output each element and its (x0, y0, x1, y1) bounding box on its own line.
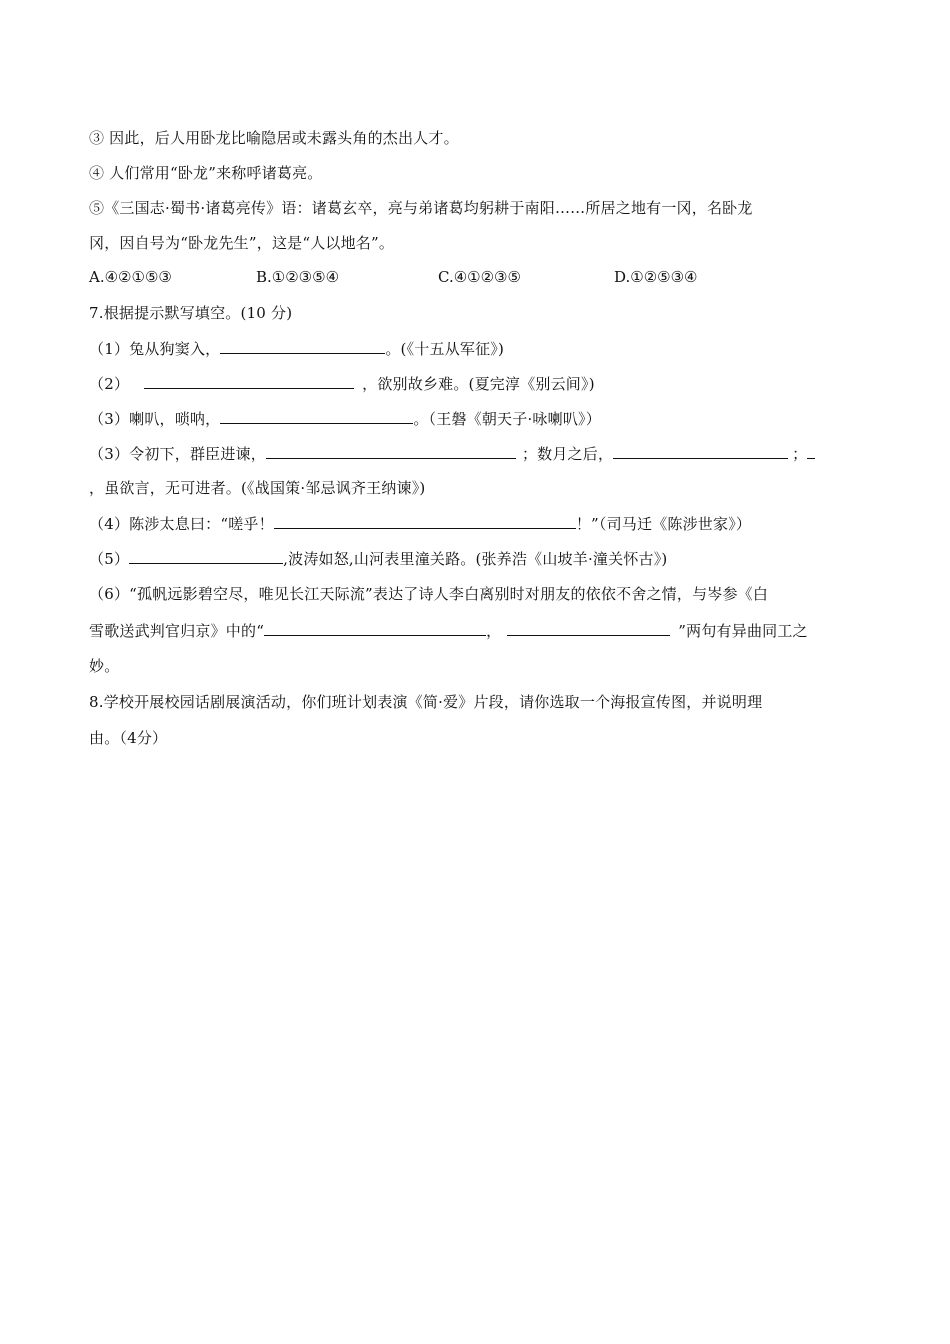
blank-field[interactable] (264, 620, 486, 636)
q7-item-5 (89, 513, 861, 534)
answer-options (89, 268, 861, 290)
q7-item-1-prefix: （1）兔从狗窦入， (89, 340, 221, 358)
q7-item-1 (89, 338, 861, 359)
q7-item-4-continued: ，虽欲言，无可进者。(《战国策·邹忌讽齐王纳谏》) (89, 479, 426, 497)
blank-field[interactable] (507, 620, 670, 636)
sentence-5-line-2: 冈，因自号为“卧龙先生”，这是“人以地名”。 (89, 234, 395, 252)
q7-item-5-prefix: （4）陈涉太息曰：“嗟乎！ (89, 515, 274, 533)
option-b: B.①②③⑤④ (256, 268, 340, 286)
q7-item-5-suffix: ！”（司马迁《陈涉世家》） (575, 515, 752, 533)
q7-item-2-prefix: （2） (89, 375, 130, 393)
option-c: C.④①②③⑤ (438, 268, 521, 286)
q7-item-4-prefix: （3）令初下，群臣进谏， (89, 445, 266, 463)
blank-field[interactable] (807, 443, 815, 459)
sentence-4: ④ 人们常用“卧龙”来称呼诸葛亮。 (89, 164, 323, 182)
blank-field[interactable] (220, 408, 413, 424)
q7-item-6-prefix: （5） (89, 550, 130, 568)
q7-item-7-line-2 (89, 620, 861, 641)
sentence-5-line-1: ⑤《三国志·蜀书·诸葛亮传》语：诸葛玄卒，亮与弟诸葛均躬耕于南阳……所居之地有一冈，名卧龙 (89, 199, 753, 217)
q7-item-3-prefix: （3）喇叭，唢呐， (89, 410, 221, 428)
blank-field[interactable] (129, 548, 283, 564)
q7-item-4 (89, 443, 861, 464)
q7-item-2-suffix: ，欲别故乡难。(夏完淳《别云间》) (362, 375, 595, 393)
q7-item-7-prefix: 雪歌送武判官归京》中的“ (89, 622, 265, 640)
q7-item-3-suffix: 。（王磐《朝天子·咏喇叭》） (413, 410, 601, 428)
question-7-title: 7.根据提示默写填空。(10 分) (89, 304, 293, 322)
q7-item-3 (89, 408, 861, 429)
question-8-line-2: 由。（4分） (89, 729, 168, 747)
q7-item-4-middle: ；数月之后， (521, 445, 614, 463)
blank-field[interactable] (144, 373, 354, 389)
option-d: D.①②⑤③④ (614, 268, 698, 286)
q7-item-6 (89, 548, 861, 569)
sentence-3: ③ 因此，后人用卧龙比喻隐居或未露头角的杰出人才。 (89, 129, 459, 147)
blank-field[interactable] (220, 338, 385, 354)
q7-item-7-line-1: （6）“孤帆远影碧空尽，唯见长江天际流”表达了诗人李白离别时对朋友的依依不舍之情，与岑参《白 (89, 585, 769, 603)
q7-item-7-middle: ， (486, 622, 502, 640)
q7-item-7-line-3: 妙。 (89, 657, 120, 675)
q7-item-1-suffix: 。(《十五从军征》) (385, 340, 505, 358)
question-8-line-1: 8.学校开展校园话剧展演活动，你们班计划表演《简·爱》片段，请你选取一个海报宣传图，并说明理 (89, 693, 763, 711)
q7-item-6-suffix: ,波涛如怒,山河表里潼关路。(张养浩《山坡羊·潼关怀古》) (283, 550, 668, 568)
blank-field[interactable] (613, 443, 788, 459)
q7-item-4-suffix: ； (792, 445, 808, 463)
blank-field[interactable] (266, 443, 516, 459)
blank-field[interactable] (274, 513, 576, 529)
q7-item-2 (89, 373, 861, 394)
option-a: A.④②①⑤③ (89, 268, 172, 286)
q7-item-7-suffix: ”两句有异曲同工之 (678, 622, 808, 640)
